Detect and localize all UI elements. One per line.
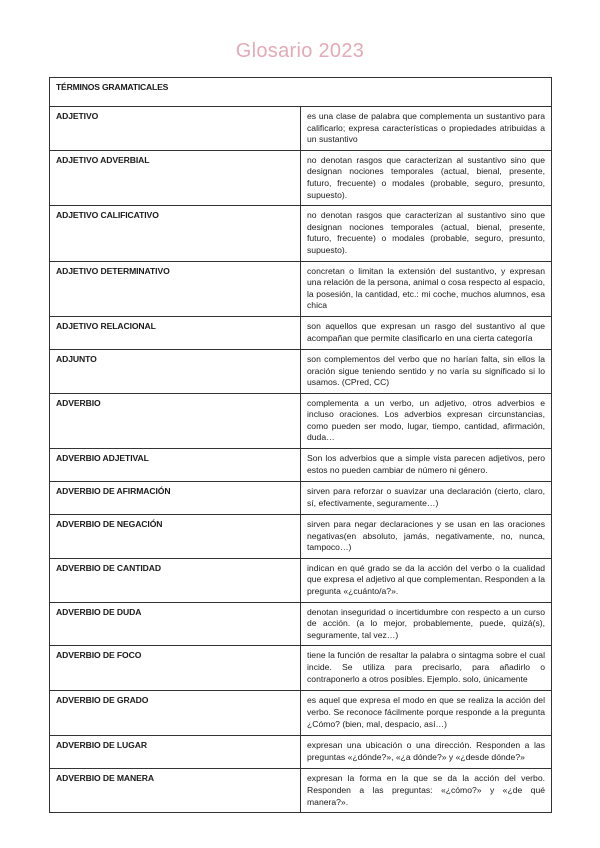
- definition-cell: son complementos del verbo que no harían falta, sin ellos la oración sigue teniendo sentido y no varía su significado si lo usamos. (CPred, CC): [301, 349, 552, 393]
- definition-cell: sirven para reforzar o suavizar una declaración (cierto, claro, sí, efectivamente, seguramente…): [301, 482, 552, 515]
- table-row: [50, 515, 552, 559]
- definition-cell: es una clase de palabra que complementa un sustantivo para calificarlo; expresa características o propiedades atribuidas a un sustantivo: [301, 107, 552, 151]
- table-row: [50, 349, 552, 393]
- term-cell: ADJETIVO CALIFICATIVO: [50, 206, 301, 261]
- definition-cell: concretan o limitan la extensión del sustantivo, y expresan una relación de la persona, animal o cosa respecto al espacio, la posesión, la cantidad, etc.: mi coche, muchos alumnos, esa chica: [301, 261, 552, 316]
- term-cell: ADVERBIO DE NEGACIÓN: [50, 515, 301, 559]
- table-row: [50, 736, 552, 769]
- table-row: [50, 150, 552, 205]
- term-cell: ADVERBIO DE GRADO: [50, 691, 301, 736]
- term-cell: ADJUNTO: [50, 349, 301, 393]
- definition-cell: Son los adverbios que a simple vista parecen adjetivos, pero estos no pueden cambiar de número ni género.: [301, 449, 552, 482]
- table-row: [50, 206, 552, 261]
- table-row: [50, 261, 552, 316]
- term-cell: ADJETIVO DETERMINATIVO: [50, 261, 301, 316]
- definition-cell: no denotan rasgos que caracterizan al sustantivo sino que designan nociones temporales (actual, bienal, presente, futuro, frecuente) o modales (probable, seguro, presunto, supuesto).: [301, 150, 552, 205]
- page-title: Glosario 2023: [235, 40, 365, 62]
- table-row: [50, 449, 552, 482]
- glossary-table: [49, 77, 552, 813]
- definition-cell: complementa a un verbo, un adjetivo, otros adverbios e incluso oraciones. Los adverbios expresan circunstancias, como pueden ser modo, lugar, tiempo, cantidad, afirmación, duda…: [301, 393, 552, 448]
- table-row: [50, 393, 552, 448]
- definition-cell: son aquellos que expresan un rasgo del sustantivo al que acompañan que permite clasificarlo en una cierta categoría: [301, 316, 552, 349]
- term-cell: ADVERBIO DE AFIRMACIÓN: [50, 482, 301, 515]
- table-row: [50, 602, 552, 646]
- term-cell: ADJETIVO ADVERBIAL: [50, 150, 301, 205]
- term-cell: ADVERBIO DE LUGAR: [50, 736, 301, 769]
- term-cell: ADVERBIO DE CANTIDAD: [50, 558, 301, 602]
- definition-cell: expresan una ubicación o una dirección. Responden a las preguntas «¿dónde?», «¿a dónde?» y «¿desde dónde?»: [301, 736, 552, 769]
- term-cell: ADJETIVO: [50, 107, 301, 151]
- table-row: [50, 769, 552, 813]
- table-row: [50, 691, 552, 736]
- table-row: [50, 316, 552, 349]
- table-row: [50, 558, 552, 602]
- definition-cell: denotan inseguridad o incertidumbre con respecto a un curso de acción. (a lo mejor, probablemente, puede, quizá(s), seguramente, tal vez…): [301, 602, 552, 646]
- definition-cell: sirven para negar declaraciones y se usan en las oraciones negativas(en absoluto, jamás, negativamente, no, nunca, tampoco…): [301, 515, 552, 559]
- term-cell: ADVERBIO DE MANERA: [50, 769, 301, 813]
- table-row: [50, 107, 552, 151]
- definition-cell: no denotan rasgos que caracterizan al sustantivo sino que designan nociones temporales (actual, bienal, presente, futuro, frecuente) o modales (probable, seguro, presunto, supuesto).: [301, 206, 552, 261]
- definition-cell: indican en qué grado se da la acción del verbo o la cualidad que expresa el adjetivo al que complementan. Responden a la pregunta «¿cuánto/a?».: [301, 558, 552, 602]
- definition-cell: tiene la función de resaltar la palabra o sintagma sobre el cual incide. Se utiliza para precisarlo, para añadirlo o contraponerlo a otros posibles. Ejemplo. solo, únicamente: [301, 646, 552, 691]
- table-row: [50, 482, 552, 515]
- section-header: TÉRMINOS GRAMATICALES: [50, 78, 552, 107]
- definition-cell: es aquel que expresa el modo en que se realiza la acción del verbo. Se reconoce fácilmente porque responde a la pregunta ¿Cómo? (bien, mal, despacio, así…): [301, 691, 552, 736]
- term-cell: ADVERBIO DE DUDA: [50, 602, 301, 646]
- table-row: [50, 646, 552, 691]
- definition-cell: expresan la forma en la que se da la acción del verbo. Responden a las preguntas: «¿cómo?» y «¿de qué manera?».: [301, 769, 552, 813]
- term-cell: ADVERBIO DE FOCO: [50, 646, 301, 691]
- section-header-row: [50, 78, 552, 107]
- term-cell: ADJETIVO RELACIONAL: [50, 316, 301, 349]
- term-cell: ADVERBIO: [50, 393, 301, 448]
- term-cell: ADVERBIO ADJETIVAL: [50, 449, 301, 482]
